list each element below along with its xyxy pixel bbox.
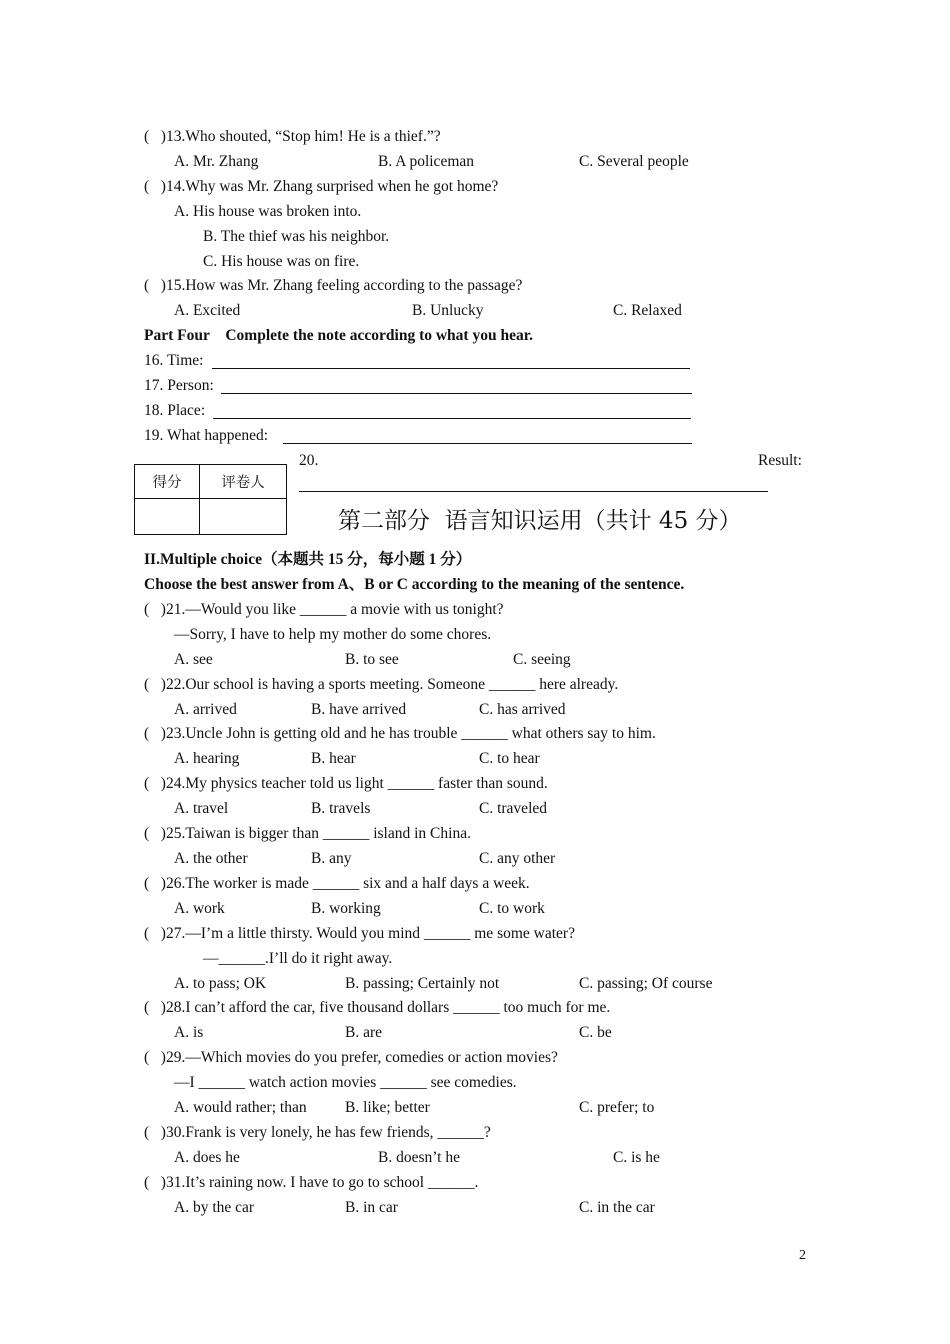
q24-option-a: A. travel	[174, 800, 229, 817]
q27-stem-response: —______.I’ll do it right away.	[203, 950, 393, 967]
q23-option-c: C. to hear	[479, 750, 540, 767]
q26-stem: ( )26.The worker is made ______ six and a half days a week.	[144, 875, 530, 892]
grader-cell[interactable]	[200, 499, 287, 535]
q28-stem: ( )28.I can’t afford the car, five thousand dollars ______ too much for me.	[144, 999, 611, 1016]
q22-option-c: C. has arrived	[479, 701, 566, 718]
q15-option-b: B. Unlucky	[412, 302, 484, 319]
q29-stem: ( )29.—Which movies do you prefer, comedies or action movies?	[144, 1049, 558, 1066]
q24-option-c: C. traveled	[479, 800, 548, 817]
q21-stem-response: —Sorry, I have to help my mother do some chores.	[174, 626, 492, 643]
q30-stem: ( )30.Frank is very lonely, he has few friends, ______?	[144, 1124, 491, 1141]
note-time-label: 16. Time:	[144, 352, 204, 369]
q26-option-a: A. work	[174, 900, 225, 917]
note-place-blank[interactable]	[213, 418, 691, 419]
q23-stem: ( )23.Uncle John is getting old and he has trouble ______ what others say to him.	[144, 725, 656, 742]
q15-stem: ( )15.How was Mr. Zhang feeling according to the passage?	[144, 277, 523, 294]
q28-option-c: C. be	[579, 1024, 612, 1041]
q24-option-b: B. travels	[311, 800, 371, 817]
q23-option-b: B. hear	[311, 750, 356, 767]
q14-stem: ( )14.Why was Mr. Zhang surprised when he got home?	[144, 178, 499, 195]
q25-option-b: B. any	[311, 850, 352, 867]
q30-option-c: C. is he	[613, 1149, 660, 1166]
q31-option-a: A. by the car	[174, 1199, 255, 1216]
q31-stem: ( )31.It’s raining now. I have to go to school ______.	[144, 1174, 479, 1191]
q28-option-b: B. are	[345, 1024, 383, 1041]
q30-option-b: B. doesn’t he	[378, 1149, 460, 1166]
q29-stem-response: —I ______ watch action movies ______ see comedies.	[174, 1074, 517, 1091]
note-result-blank[interactable]	[299, 491, 768, 492]
q13-option-a: A. Mr. Zhang	[174, 153, 259, 170]
q14-option-b: B. The thief was his neighbor.	[203, 228, 390, 245]
q26-option-c: C. to work	[479, 900, 545, 917]
q31-option-b: B. in car	[345, 1199, 398, 1216]
section-title: 第二部分 语言知识运用（共计 45 分）	[338, 508, 742, 534]
q25-option-a: A. the other	[174, 850, 248, 867]
q27-stem: ( )27.—I’m a little thirsty. Would you mind ______ me some water?	[144, 925, 575, 942]
section2-instructions: Choose the best answer from A、B or C according to the meaning of the sentence.	[144, 576, 685, 593]
q29-option-b: B. like; better	[345, 1099, 430, 1116]
q24-stem: ( )24.My physics teacher told us light ______ faster than sound.	[144, 775, 548, 792]
q15-option-c: C. Relaxed	[613, 302, 682, 319]
section2-heading: II.Multiple choice（本题共 15 分，每小题 1 分）	[144, 551, 472, 568]
q27-option-c: C. passing; Of course	[579, 975, 713, 992]
q13-option-c: C. Several people	[579, 153, 689, 170]
note-happened-label: 19. What happened:	[144, 427, 269, 444]
q27-option-a: A. to pass; OK	[174, 975, 267, 992]
note-person-blank[interactable]	[221, 393, 692, 394]
q27-option-b: B. passing; Certainly not	[345, 975, 500, 992]
q21-option-a: A. see	[174, 651, 213, 668]
q14-option-c: C. His house was on fire.	[203, 253, 360, 270]
note-place-label: 18. Place:	[144, 402, 206, 419]
note-person-label: 17. Person:	[144, 377, 214, 394]
grader-header: 评卷人	[200, 465, 287, 499]
q13-stem: ( )13.Who shouted, “Stop him! He is a thief.”?	[144, 128, 441, 145]
q22-stem: ( )22.Our school is having a sports meeting. Someone ______ here already.	[144, 676, 619, 693]
q21-option-b: B. to see	[345, 651, 399, 668]
q26-option-b: B. working	[311, 900, 381, 917]
q22-option-b: B. have arrived	[311, 701, 407, 718]
q29-option-c: C. prefer; to	[579, 1099, 655, 1116]
score-header: 得分	[135, 465, 200, 499]
q29-option-a: A. would rather; than	[174, 1099, 307, 1116]
note-result-label: Result:	[758, 452, 802, 469]
note-q20-label: 20.	[299, 452, 319, 469]
q31-option-c: C. in the car	[579, 1199, 655, 1216]
q13-option-b: B. A policeman	[378, 153, 475, 170]
q21-stem: ( )21.—Would you like ______ a movie with us tonight?	[144, 601, 504, 618]
part-four-heading: Part Four Complete the note according to what you hear.	[144, 327, 534, 344]
q22-option-a: A. arrived	[174, 701, 237, 718]
note-time-blank[interactable]	[212, 368, 690, 369]
q14-option-a: A. His house was broken into.	[174, 203, 362, 220]
q25-option-c: C. any other	[479, 850, 556, 867]
q28-option-a: A. is	[174, 1024, 204, 1041]
q15-option-a: A. Excited	[174, 302, 241, 319]
q30-option-a: A. does he	[174, 1149, 240, 1166]
score-table	[134, 464, 287, 535]
q25-stem: ( )25.Taiwan is bigger than ______ island in China.	[144, 825, 471, 842]
q21-option-c: C. seeing	[513, 651, 571, 668]
page-number: 2	[799, 1248, 806, 1263]
score-cell[interactable]	[135, 499, 200, 535]
note-happened-blank[interactable]	[283, 443, 692, 444]
q23-option-a: A. hearing	[174, 750, 240, 767]
